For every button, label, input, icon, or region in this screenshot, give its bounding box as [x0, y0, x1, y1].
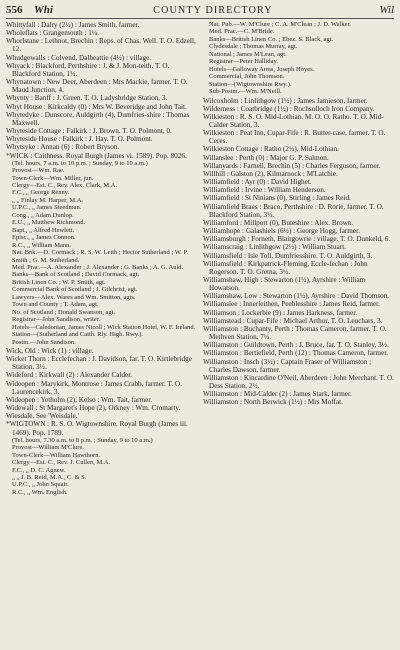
directory-entry: Whyteside Cottage : Falkirk : J. Brown. T. O. Polmont, 0.	[6, 127, 172, 136]
directory-subentry: No. of Scotland ; Donald Swanson, agt.	[12, 308, 116, 316]
directory-subentry: Nat. Pub.—W. M'Clure ; C. A. M'Clean ; J. D. Walker.	[209, 21, 351, 28]
directory-entry: Williamston : Kincardine O'Neil, Aberdeen : John Merchant. T. O. Dess Station, 2½.	[203, 373, 394, 390]
directory-entry: Wilcoxholm : Linlithgow (1½) : James Jamieson, farmer.	[203, 96, 368, 105]
catchword-right: Wil	[379, 4, 394, 16]
directory-entry: Williamston : Buchanty, Perth : Thomas Cameron, farmer. T. O. Methven Station, 7½.	[203, 324, 387, 342]
directory-entry: Williamford : Millport (0), Buteshire : Alex. Brown.	[203, 218, 354, 227]
directory-subentry: „ „ Finlay M. Harper, M.A.	[12, 196, 84, 204]
directory-entry: Wideopen : Marykirk, Montrose : James Crabb, farmer. T. O. Laurencekirk, 3.	[6, 379, 182, 396]
directory-entry: Wilderness : Coatbridge (1½) : Rochsolloch Iron Company.	[203, 104, 375, 113]
directory-subentry: Episc., „ James Connon.	[12, 234, 76, 242]
directory-entry: Williamshaw, Low : Stewarton (1½), Ayrshire : David Thomson.	[203, 292, 390, 301]
directory-subentry: Bapt., „ Alfred Hewlett.	[12, 226, 75, 234]
directory-subentry: Commercial, John Thomson.	[209, 73, 285, 81]
directory-entry: Williamslee : Innerleithen, Peeblesshire : James Reid, farmer.	[203, 300, 380, 309]
directory-subentry: Med. Prac.—A. Alexander ; J. Alexander ; G. Banks ; A. G. Auld.	[12, 264, 184, 271]
directory-entry: Williamston : Bertiefield, Perth (12) : Thomas Cameron, farmer.	[203, 349, 389, 358]
directory-entry: Williamson : Lockerbie (9) : James Harkness, farmer.	[203, 308, 357, 317]
directory-entry: Williamfield : Irvine : William Henderson.	[203, 186, 326, 195]
directory-subentry: Banks—Bank of Scotland ; David Cormack, agt.	[12, 271, 140, 279]
directory-entry: Whynty : Banff : J. Green. T. O. Ladysbridge Station, 3.	[6, 94, 168, 103]
directory-entry: Williamsfield : Isle Toll, Dumfriesshire. T. O. Auldgirth, 3.	[203, 251, 373, 260]
directory-entry: Williamscraig : Linlithgow (2½) : William Stuart.	[203, 243, 347, 252]
directory-subentry: Registrar—Peter Halliday.	[209, 58, 278, 66]
directory-entry: Williamstead : Cupar-Fife : Michael Arthur. T. O. Leuchars, 3.	[203, 316, 383, 325]
directory-subentry: Clydesdale ; Thomas Murray, agt.	[209, 43, 298, 51]
directory-entry: Widewall : St Margaret's Hope (2), Orkney : Wm. Cromarty.	[6, 404, 181, 413]
directory-entry: Wick, Old : Wick (1) : village.	[6, 346, 94, 355]
directory-subentry: Cong., „ Adam Dunlop.	[12, 211, 74, 219]
directory-subentry: (Tel. hours, 7 a.m. to 10 p.m. ; Sunday, 9 to 10 a.m.)	[12, 159, 148, 167]
directory-entry: Williamshaw, High : Stewarton (1½), Ayrshire : William Howatson.	[203, 275, 366, 293]
directory-entry: Whytsyke : Annan (6) : Robert Bryson.	[6, 143, 120, 152]
left-column	[6, 21, 197, 649]
directory-subentry: F.C., „ D. C. Agnew.	[12, 466, 66, 474]
directory-entry: Williamfield Braes : Braco, Perthshire : D. Rorie, farmer. T. O. Blackford Station, 3½.	[203, 202, 384, 219]
directory-entry: Williamston : Guildtown, Perth : J. Bruce, far. T. O. Stanley, 3½.	[203, 341, 389, 350]
directory-entry: Wiesdale. See 'Weisdale.'	[6, 412, 79, 421]
directory-subentry: Hotels—Caledonian, James Nicoll ; Wick Station Hotel, W. F. Ireland.	[12, 323, 196, 331]
directory-subentry: Town-Clerk—William Hawthorn.	[12, 451, 101, 459]
directory-entry: Wicket Thorn : Ecclefechan : J. Davidson, far. T. O. Kirtlebridge Station, 3½.	[6, 355, 192, 372]
directory-entry: Whyack : Blackford, Perthshire : J. & J. Mon-teith. T. O. Blackford Station, 1½.	[6, 61, 170, 78]
directory-entry: Wideopen : Yetholm (2), Kelso : Wm. Tait, farmer.	[6, 395, 153, 404]
directory-entry: Williamhope : Galashiels (6½) : George Hogg, farmer.	[203, 227, 360, 236]
directory-subentry: Provost—William M'Clure.	[12, 444, 85, 452]
directory-subentry: F.C., „ George Renny.	[12, 189, 70, 197]
directory-entry: Wilkieston : R. S. O. Mid-Lothian. M. O. O. Ratho. T. O. Mid-Calder Station, 3.	[203, 112, 384, 129]
directory-subentry: Med. Prac.—C. M'Bride.	[209, 28, 275, 36]
directory-subentry: R.C., „ William Mann.	[12, 241, 72, 249]
directory-entry: *WIGTOWN : R. S. O. Wigtownshire. Royal Burgh (James iii. 1469). Pop. 1789.	[6, 420, 188, 437]
directory-entry: Whytedyke : Dunscore, Auldgirth (4), Dumfries-shire : Thomas Maxwell.	[6, 110, 190, 127]
directory-entry: Whynatown : New Deer, Aberdeen : Mrs Mackie, farmer. T. O. Maud Junction, 4.	[6, 78, 188, 95]
directory-subentry: „ „ J. B. Reid, M.A., C. & S.	[12, 473, 87, 481]
directory-entry: Williamsfield : Kirkpatrick-Fleming, Eccle-fechan : John Rogerson. T. O. Gretna, 3½.	[203, 259, 368, 276]
directory-subentry: Clergy—Est. C., Rev. J. Cullen, M.A.	[12, 459, 111, 467]
directory-entry: Wideford : Kirkwall (2) : Alexander Calder.	[6, 371, 133, 380]
directory-subentry: R.C., „ Wm. English.	[12, 488, 68, 496]
directory-entry: Williamfield : Ayr (0) : David Highet.	[203, 178, 312, 187]
directory-entry: Williamfield : St Ninians (0), Stirling : James Reid.	[203, 194, 351, 203]
directory-subentry: Postm.—John Sandison.	[12, 338, 76, 346]
directory-subentry: British Linen Co. ; W. P. Smith, agt.	[12, 278, 106, 286]
directory-subentry: U.P.C., „ John Squair.	[12, 481, 69, 489]
directory-subentry: E.U., „ Matthew Richmond.	[12, 219, 86, 227]
directory-subentry: U.P.C., „ James Steedman.	[12, 204, 82, 212]
directory-subentry: (Tel. hours, 7.30 a.m. to 8 p.m. ; Sunday, 9 to 10 a.m.)	[12, 436, 153, 444]
directory-subentry: Station—(Wigtownshire Rwy.).	[209, 80, 292, 88]
directory-subentry: Registrar—John Sandison, writer.	[12, 316, 101, 324]
directory-entry: Williamston : North Berwick (1½) : Mrs Moffat.	[203, 398, 343, 407]
directory-subentry: Town and County ; T. Adam, agt.	[12, 301, 99, 309]
directory-entry: Williamston : Mid-Calder (2) : James Stark, farmer.	[203, 390, 352, 399]
directory-entry: Willanslee : Perth (0) : Major G. P. Salmon.	[203, 153, 329, 162]
directory-subentry: Town-Clerk—Wm. Miller, jun.	[12, 174, 94, 182]
directory-entry: Whyt House : Kirkcaldy (0) : Mrs W. Beveridge and John Tait.	[6, 102, 187, 111]
directory-entry: Willhill : Galston (2), Kilmarnock : M'Latchie.	[203, 169, 338, 178]
directory-subentry: Banks—British Linen Co. ; Ebez. S. Black, agt.	[209, 35, 334, 43]
page-number: 556	[6, 4, 23, 16]
directory-entry: Wholeflats : Grangemouth : 1¼.	[6, 29, 100, 38]
directory-entry: Williamsburgh : Forneth, Blairgowrie : village. T. O. Dunkeld, 6.	[203, 235, 391, 244]
directory-entry: Wilkieston : Peat Inn, Cupar-Fife : R. Butter-case, farmer. T. O. Ceres.	[203, 129, 386, 146]
directory-entry: Willanyards : Farnell, Brechin (5) : Charles Ferguson, farmer.	[203, 161, 381, 170]
directory-entry: Williamston : Insch (3½) : Captain Fraser of Williamston ; Charles Dawson, farmer.	[203, 357, 372, 374]
right-column	[203, 21, 394, 649]
directory-entry: Whittyfall : Dalry (2½) : James Smith, farmer.	[6, 21, 140, 29]
directory-subentry: Commercial Bank of Scotland ; J. Gilchrist, agt.	[12, 286, 138, 294]
directory-entry: Whorlstane : Lethnot, Brechin : Reps. of Chas. Well. T. O. Edzell, 12.	[6, 37, 196, 54]
directory-subentry: Station—(Sutherland and Caith. Rly. High. Rwy.).	[12, 331, 143, 339]
directory-entry: Whyteside House : Falkirk : J. Hay. T. O. Polmont.	[6, 135, 153, 144]
directory-subentry: Nat. Bnk.—D. Cormack ; R. S. W. Leith ; Hector Sutherland ; W. P. Smith ; G. M. Sutherland.	[12, 249, 189, 264]
directory-subentry: Provost—Wm. Rae.	[12, 167, 65, 175]
directory-subentry: Hotels—Galloway Arms, Joseph Hoyes.	[209, 65, 315, 73]
page-title: COUNTY DIRECTORY	[153, 5, 273, 16]
directory-entry: *WICK : Caithness. Royal Burgh (James vi. 1589). Pop. 8026.	[6, 151, 187, 160]
directory-subentry: Lawyers—Alex. Wares and Wm. Smitton, agts.	[12, 293, 136, 301]
directory-subentry: National ; James M'Lean, agt.	[209, 50, 287, 58]
directory-subentry: Sub-Postm.—Wm. M'Neill.	[209, 88, 282, 96]
catchword-left: Whi	[34, 4, 53, 16]
directory-entry: Whudgewalls : Colvend, Dalbeattie (4½) : village.	[6, 53, 152, 62]
page-header	[6, 4, 394, 19]
directory-subentry: Clergy—Est. C., Rev. Alex. Clark, M.A.	[12, 182, 118, 190]
directory-entry: Wilkieston Cottage : Ratho (2½), Mid-Lothian.	[203, 145, 339, 154]
entry-columns	[6, 21, 394, 649]
